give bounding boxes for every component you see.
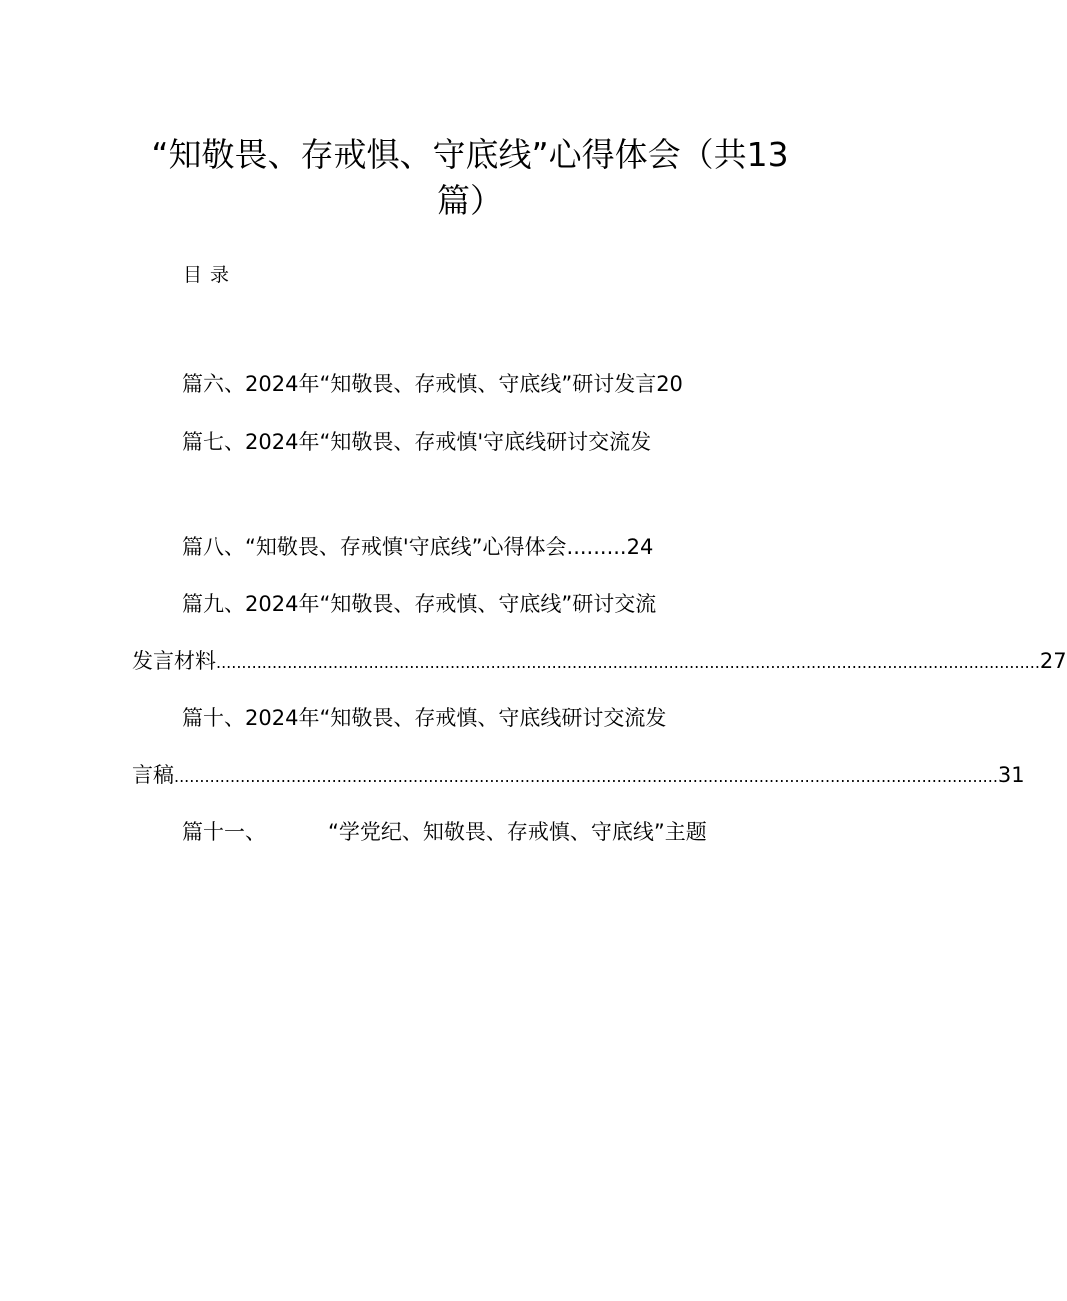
toc-entry-11-text: “学党纪、知敬畏、存戒慎、守底线”主题 bbox=[328, 820, 707, 844]
toc-entry-9-continuation[interactable] bbox=[132, 647, 1067, 677]
toc-entry-9-page: 27 bbox=[1039, 649, 1067, 673]
toc-entry-11-prefix: 篇十一、 bbox=[182, 820, 266, 844]
toc-entry-9-text: 发言材料 bbox=[132, 649, 216, 673]
toc-heading: 目录 bbox=[183, 264, 238, 286]
toc-entry-11[interactable] bbox=[182, 818, 707, 846]
title-line-2: 篇） bbox=[437, 181, 503, 220]
toc-entry-7[interactable]: 篇七、2024年“知敬畏、存戒慎'守底线研讨交流发 bbox=[182, 430, 652, 454]
toc-entry-10[interactable]: 篇十、2024年“知敬畏、存戒慎、守底线研讨交流发 bbox=[182, 706, 667, 730]
toc-entry-9[interactable]: 篇九、2024年“知敬畏、存戒慎、守底线”研讨交流 bbox=[182, 592, 657, 616]
document-title bbox=[140, 132, 800, 224]
toc-entry-6[interactable]: 篇六、2024年“知敬畏、存戒慎、守底线”研讨发言20 bbox=[182, 372, 683, 396]
toc-entry-10-continuation[interactable] bbox=[132, 761, 1025, 791]
dot-leader: .................................................................................................................................................................. bbox=[216, 653, 1040, 672]
title-line-1: “知敬畏、存戒惧、守底线”心得体会（共13 bbox=[151, 135, 789, 174]
toc-entry-8[interactable]: 篇八、“知敬畏、存戒慎'守底线”心得体会.........24 bbox=[182, 535, 654, 559]
dot-leader: .................................................................................................................................................................. bbox=[174, 767, 998, 786]
toc-entry-10-page: 31 bbox=[997, 763, 1025, 787]
toc-entry-10-text: 言稿 bbox=[132, 763, 174, 787]
